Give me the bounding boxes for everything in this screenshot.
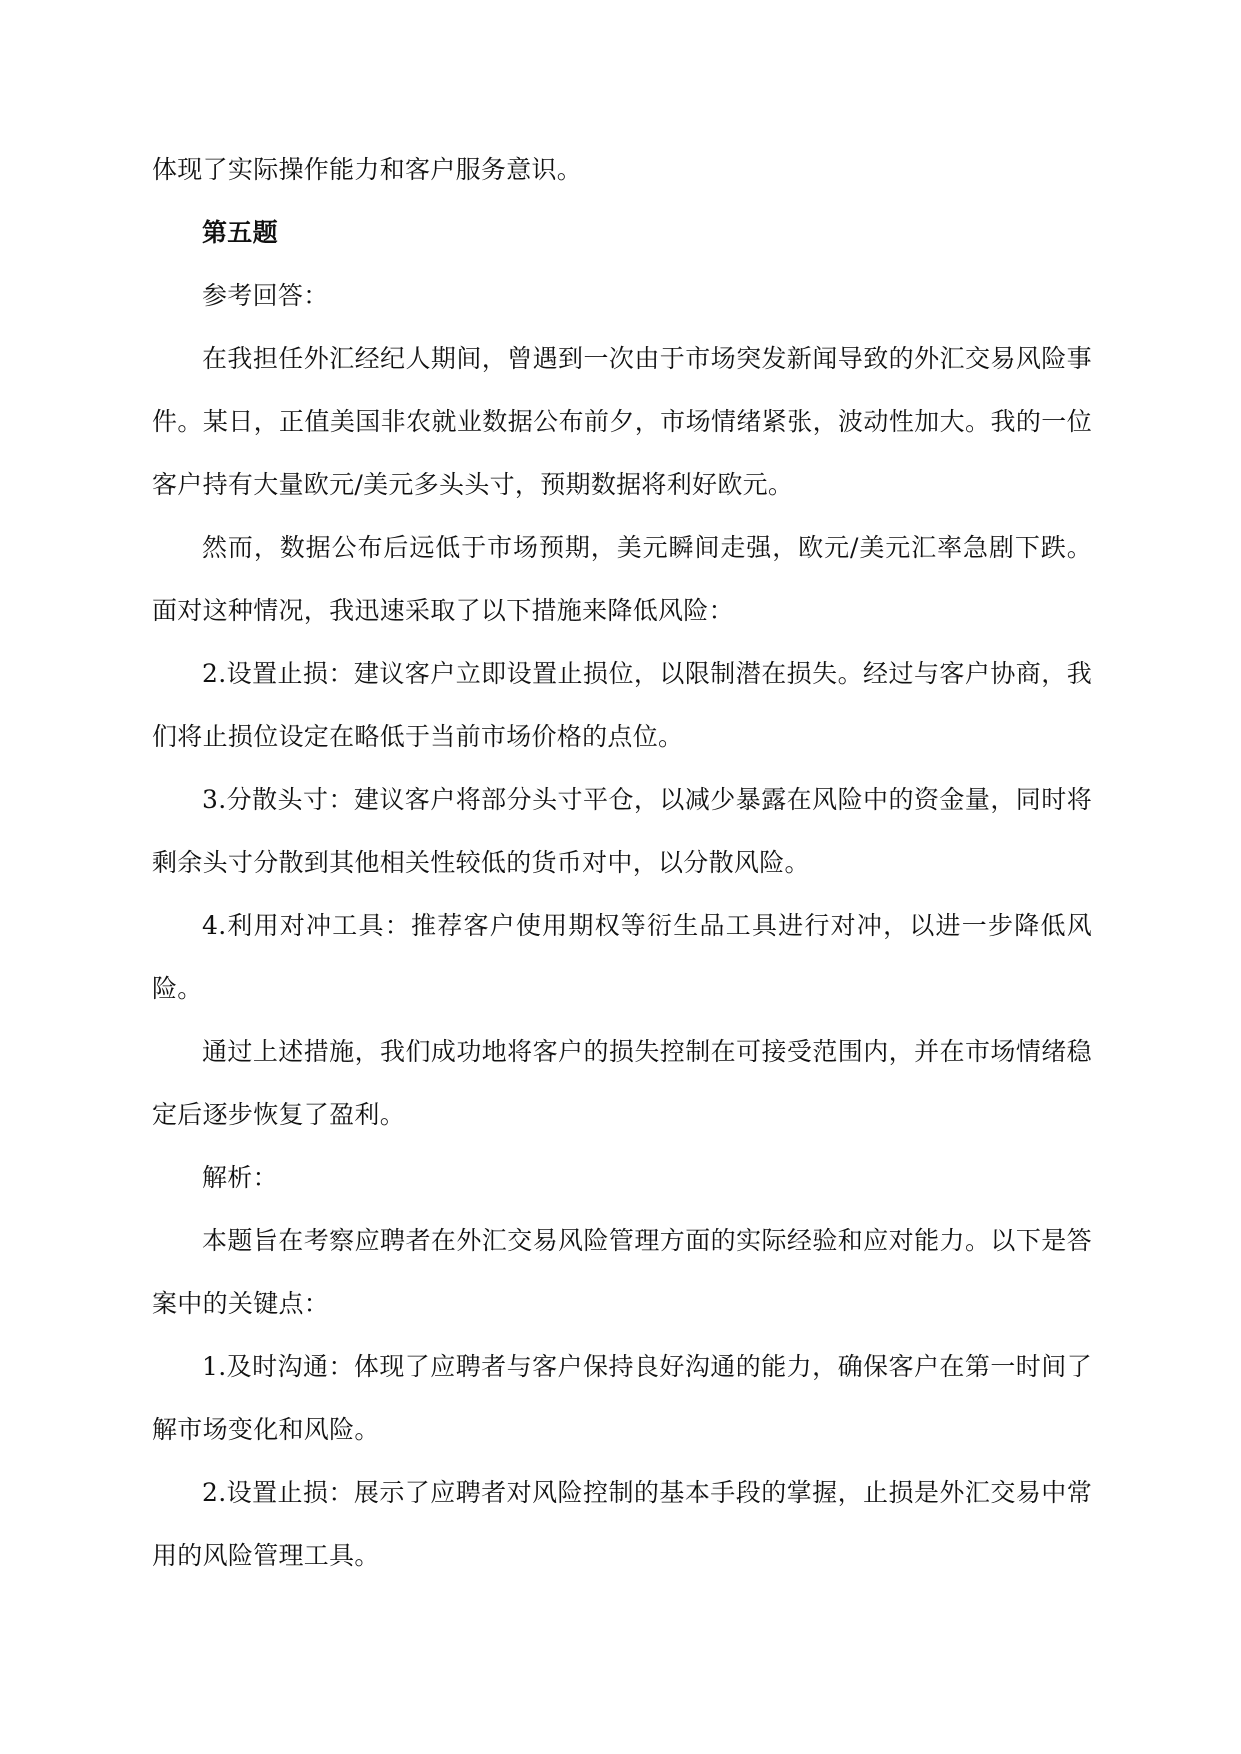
paragraph-continuation: 体现了实际操作能力和客户服务意识。 [152,155,583,184]
section-heading-question-5: 第五题 [202,218,278,247]
document-body [152,138,1092,1587]
paragraph-analysis-intro: 本题旨在考察应聘者在外汇交易风险管理方面的实际经验和应对能力。以下是答案中的关键点： [152,1226,1092,1318]
list-item-stop-loss: 2.设置止损：建议客户立即设置止损位，以限制潜在损失。经过与客户协商，我们将止损位设定在略低于当前市场价格的点位。 [152,659,1092,751]
list-item-diversify: 3.分散头寸：建议客户将部分头寸平仓，以减少暴露在风险中的资金量，同时将剩余头寸分散到其他相关性较低的货币对中，以分散风险。 [152,785,1092,877]
list-item-hedging: 4.利用对冲工具：推荐客户使用期权等衍生品工具进行对冲，以进一步降低风险。 [152,911,1092,1003]
reference-answer-label: 参考回答： [202,281,329,310]
list-item-communication: 1.及时沟通：体现了应聘者与客户保持良好沟通的能力，确保客户在第一时间了解市场变化和风险。 [152,1352,1092,1444]
paragraph-response: 然而，数据公布后远低于市场预期，美元瞬间走强，欧元/美元汇率急剧下跌。面对这种情况，我迅速采取了以下措施来降低风险： [152,533,1092,625]
paragraph-incident: 在我担任外汇经纪人期间，曾遇到一次由于市场突发新闻导致的外汇交易风险事件。某日，正值美国非农就业数据公布前夕，市场情绪紧张，波动性加大。我的一位客户持有大量欧元/美元多头头寸，预期数据将利好欧元。 [152,344,1092,499]
analysis-label: 解析： [202,1163,278,1192]
paragraph-outcome: 通过上述措施，我们成功地将客户的损失控制在可接受范围内，并在市场情绪稳定后逐步恢复了盈利。 [152,1037,1092,1129]
list-item-stop-loss-analysis: 2.设置止损：展示了应聘者对风险控制的基本手段的掌握，止损是外汇交易中常用的风险管理工具。 [152,1478,1092,1570]
